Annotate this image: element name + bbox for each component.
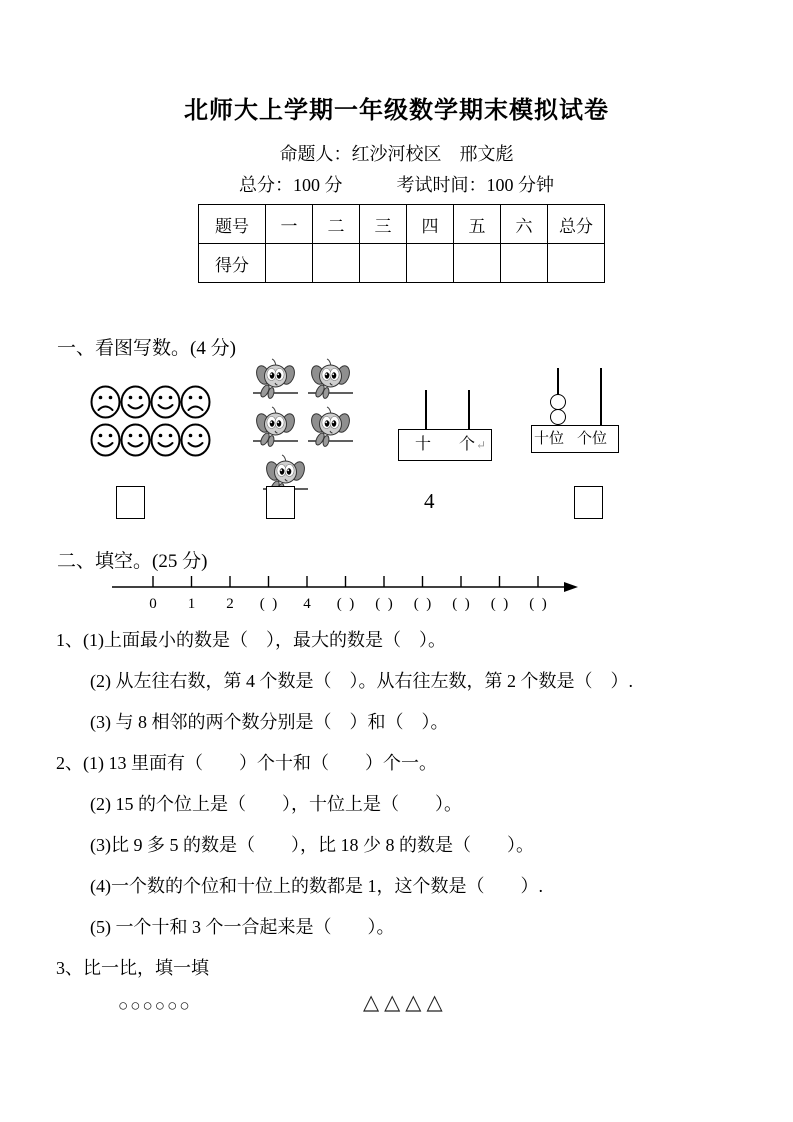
numberline-label: 2: [226, 596, 234, 612]
dog-group: [252, 357, 354, 499]
ones-label: 个↵: [459, 436, 487, 453]
score-table-header-cell: 五: [454, 205, 501, 244]
score-table-header-cell: 六: [501, 205, 548, 244]
numberline-label: ( ): [413, 596, 432, 612]
score-line: 总分：100 分 考试时间：100 分钟: [239, 175, 554, 195]
score-table-corner: 题号: [199, 205, 266, 244]
tens-label: 十: [415, 436, 432, 453]
puppy-icon: [307, 357, 354, 403]
question-line: (2) 从左往右数，第 4 个数是（ ）。从右往左数，第 2 个数是（ ）.: [90, 671, 633, 691]
answer-box-counter: [574, 486, 603, 519]
smiley-row: [90, 423, 210, 457]
ones-label: 个位: [577, 430, 608, 447]
question-line: 2、(1) 13 里面有（ ）个十和（ ）个一。: [56, 753, 437, 773]
bead: [550, 394, 566, 410]
score-cell: [313, 244, 360, 283]
ones-rod: [468, 390, 470, 429]
question-line: (3) 与 8 相邻的两个数分别是（ ）和（ ）。: [90, 712, 449, 732]
question-line: 1、(1)上面最小的数是（ ），最大的数是（ ）。: [56, 630, 446, 650]
tens-label: 十位: [534, 430, 565, 447]
numberline-label: ( ): [452, 596, 470, 612]
smiley-row: [90, 385, 210, 419]
score-table-header-cell: 二: [313, 205, 360, 244]
circles-row: ○○○○○○: [118, 996, 192, 1015]
frown-face-icon: [180, 385, 211, 419]
section2-heading: 二、填空。(25 分): [57, 551, 208, 572]
score-cell: [407, 244, 454, 283]
triangles-row: △△△△: [363, 990, 448, 1014]
question-line: (5) 一个十和 3 个一合起来是（ ）。: [90, 917, 395, 937]
smile-face-icon: [150, 423, 181, 457]
score-cell: [501, 244, 548, 283]
numberline-label: 0: [149, 596, 157, 612]
question-line: (4)一个数的个位和十位上的数都是 1，这个数是（ ）.: [90, 876, 543, 896]
numberline-label: ( ): [490, 596, 509, 612]
dog-row: [252, 405, 354, 451]
puppy-icon: [307, 405, 354, 451]
counter-label-box: [398, 429, 492, 461]
numberline-label: ( ): [336, 596, 355, 612]
numberline-label: ( ): [375, 596, 393, 612]
numberline-label: 4: [303, 596, 311, 612]
counting-frame-labeled: [531, 368, 619, 453]
question-list: [48, 620, 758, 989]
smiley-group: [90, 385, 210, 457]
smile-face-icon: [120, 423, 151, 457]
score-cell: [266, 244, 313, 283]
page-title: 北师大上学期一年级数学期末模拟试卷: [184, 98, 609, 124]
number-line-axis: [110, 572, 595, 594]
dog-row: [252, 357, 354, 403]
smile-face-icon: [90, 423, 121, 457]
puppy-icon: [252, 405, 299, 451]
score-table-header-cell: 总分: [548, 205, 605, 244]
score-table: [198, 204, 605, 283]
smile-face-icon: [150, 385, 181, 419]
question-line: 3、比一比，填一填: [56, 958, 209, 978]
frown-face-icon: [90, 385, 121, 419]
return-mark-icon: ↵: [476, 438, 487, 452]
score-cell: [454, 244, 501, 283]
counting-frame-plain: [398, 390, 492, 461]
score-cell: [360, 244, 407, 283]
section1-heading: 一、看图写数。(4 分): [57, 338, 236, 359]
score-cell: [548, 244, 605, 283]
given-number: 4: [424, 489, 435, 513]
question-line: (3)比 9 多 5 的数是（ ），比 18 少 8 的数是（ ）。: [90, 835, 534, 855]
score-table-header-cell: 一: [266, 205, 313, 244]
smile-face-icon: [180, 423, 211, 457]
score-row-label: 得分: [199, 244, 266, 283]
bead: [550, 409, 566, 425]
numberline-label: ( ): [259, 596, 278, 612]
answer-box-smileys: [116, 486, 145, 519]
answer-box-dogs: [266, 486, 295, 519]
smile-face-icon: [120, 385, 151, 419]
numberline-label: ( ): [529, 596, 547, 612]
score-table-header-cell: 三: [360, 205, 407, 244]
number-line: [110, 572, 595, 620]
byline: 命题人：红沙河校区 邢文彪: [279, 144, 514, 164]
numberline-label: 1: [187, 596, 196, 612]
question-line: (2) 15 的个位上是（ ），十位上是（ ）。: [90, 794, 462, 814]
score-table-header-cell: 四: [407, 205, 454, 244]
counter-label-box: [531, 425, 619, 453]
puppy-icon: [252, 357, 299, 403]
tens-rod: [425, 390, 427, 429]
ones-rod: [600, 368, 602, 425]
